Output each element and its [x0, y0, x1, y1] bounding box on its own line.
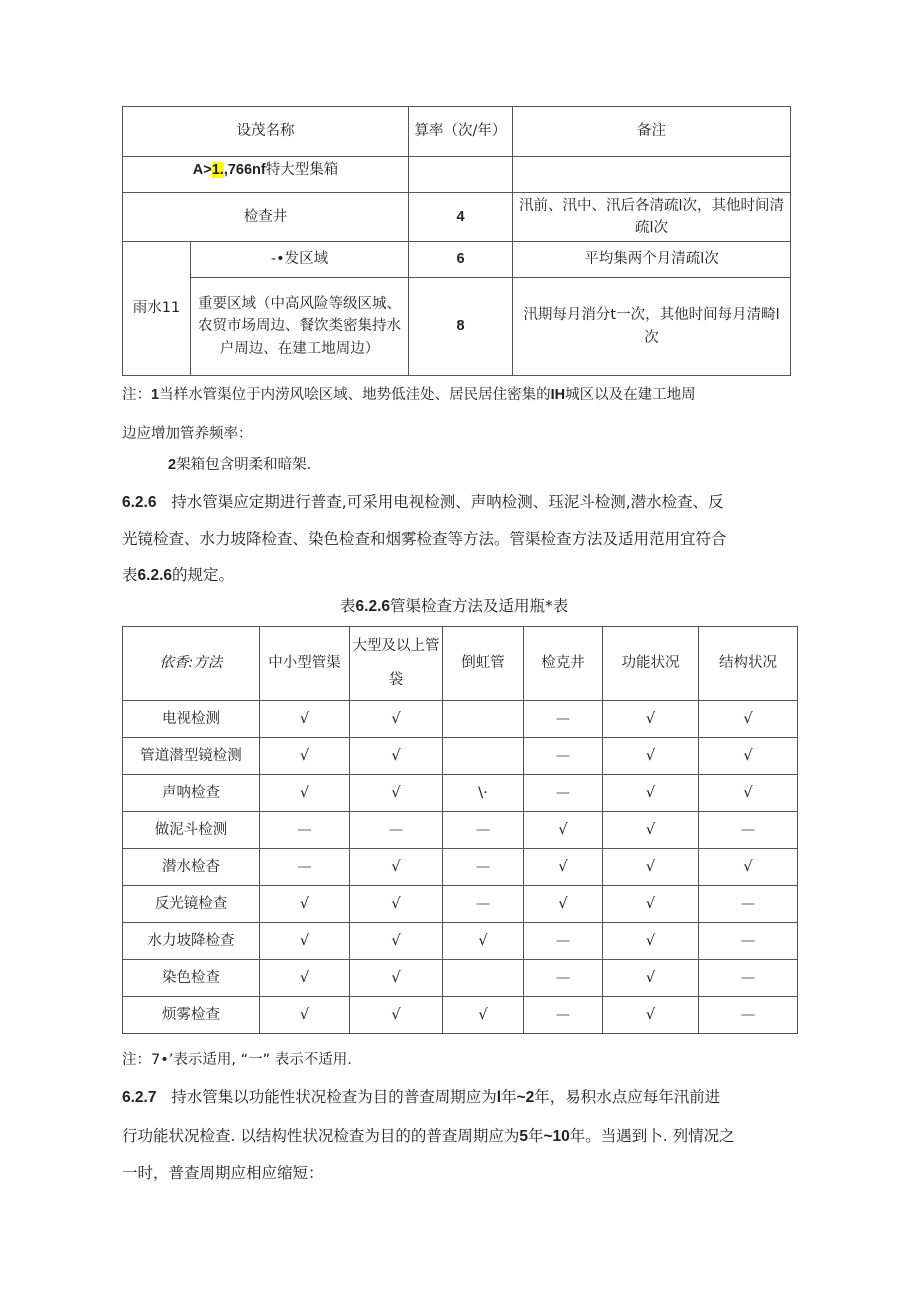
- applicability-cell: √: [260, 738, 350, 775]
- applicability-cell: √: [350, 960, 443, 997]
- section-6-2-7: 6.2.7 持水管集以功能性状况检查为目的普查周期应为l年~2年，易积水点应每年汛前进: [122, 1088, 721, 1106]
- applicability-cell: √: [524, 886, 603, 923]
- applicability-cell: [443, 701, 524, 738]
- applicability-cell: √: [443, 997, 524, 1034]
- applicability-cell: √: [603, 886, 699, 923]
- applicability-cell: —: [524, 923, 603, 960]
- header-remark: 备注: [513, 107, 791, 157]
- header-col: 中小型管渠: [260, 627, 350, 701]
- applicability-cell: [443, 738, 524, 775]
- applicability-cell: √: [260, 886, 350, 923]
- header-col: 检克井: [524, 627, 603, 701]
- applicability-cell: √: [260, 701, 350, 738]
- applicability-cell: √: [350, 701, 443, 738]
- cleaning-frequency-table: [122, 106, 791, 376]
- row-special-name: A>1.,766nf特大型集箱: [123, 157, 409, 193]
- applicability-cell: \·: [443, 775, 524, 812]
- section-6-2-7-line3: 一时，普查周期应相应缩短：: [122, 1164, 324, 1182]
- method-name: 烦雾检查: [123, 997, 260, 1034]
- section-6-2-6-line3: 表6.2.6的规定。: [122, 566, 235, 584]
- applicability-cell: √: [443, 923, 524, 960]
- section-6-2-7-line2: 行功能状况检查. 以结构性状况检查为目的的普查周期应为5年~10年。当遇到卜. 列情况之: [122, 1127, 735, 1145]
- applicability-cell: √: [699, 849, 798, 886]
- applicability-cell: √: [350, 997, 443, 1034]
- table-row: [123, 923, 798, 960]
- row-general-rate: 6: [409, 242, 513, 278]
- applicability-cell: —: [443, 886, 524, 923]
- applicability-cell: —: [524, 738, 603, 775]
- method-name: 做泥斗检测: [123, 812, 260, 849]
- header-method: 依香:方法: [123, 627, 260, 701]
- row-well-name: 检查井: [123, 193, 409, 242]
- applicability-cell: √: [350, 775, 443, 812]
- applicability-cell: —: [524, 960, 603, 997]
- applicability-cell: √: [603, 812, 699, 849]
- applicability-cell: —: [443, 812, 524, 849]
- row-well-remark: 汛前、汛中、汛后各清疏l次，其他时间清疏l次: [513, 193, 791, 242]
- table-caption: 表6.2.6管渠检查方法及适用瓶*表: [340, 597, 569, 615]
- applicability-cell: —: [699, 923, 798, 960]
- header-col: 功能状况: [603, 627, 699, 701]
- row-well-rate: 4: [409, 193, 513, 242]
- applicability-cell: —: [443, 849, 524, 886]
- applicability-cell: √: [603, 701, 699, 738]
- applicability-cell: √: [524, 812, 603, 849]
- note-1-cont: 边应增加管养频率：: [122, 426, 253, 442]
- table-row: [123, 701, 798, 738]
- method-name: 染色检查: [123, 960, 260, 997]
- row-general-remark: 平均集两个月清疏l次: [513, 242, 791, 278]
- applicability-cell: √: [699, 701, 798, 738]
- applicability-cell: √: [699, 775, 798, 812]
- table-row: [123, 738, 798, 775]
- inspection-methods-table: [122, 626, 798, 1034]
- applicability-cell: √: [260, 923, 350, 960]
- method-name: 电视检测: [123, 701, 260, 738]
- table-row: [123, 997, 798, 1034]
- applicability-cell: —: [699, 960, 798, 997]
- table-row: [123, 960, 798, 997]
- applicability-cell: —: [260, 812, 350, 849]
- row-important-rate: 8: [409, 278, 513, 376]
- header-col: 倒虹管: [443, 627, 524, 701]
- applicability-cell: √: [603, 738, 699, 775]
- applicability-cell: —: [350, 812, 443, 849]
- applicability-cell: —: [524, 997, 603, 1034]
- applicability-cell: —: [524, 775, 603, 812]
- applicability-cell: —: [260, 849, 350, 886]
- group-label: 雨水11: [123, 242, 191, 376]
- header-rate: 算率（次/年）: [409, 107, 513, 157]
- applicability-cell: √: [350, 886, 443, 923]
- applicability-cell: √: [603, 775, 699, 812]
- method-name: 潜水检杳: [123, 849, 260, 886]
- table-row: [123, 812, 798, 849]
- applicability-cell: [443, 960, 524, 997]
- row-general-name: -•发区域: [191, 242, 409, 278]
- section-6-2-6: 6.2.6 持水管渠应定期进行普查,可采用电视检测、声呐检测、珏泥斗检测,潜水检查、反: [122, 493, 724, 511]
- row-important-name: 重要区域（中高风险等级区城、农贸市场周边、餐饮类密集持水户周边、在建工地周边）: [191, 278, 409, 376]
- applicability-cell: √: [699, 738, 798, 775]
- applicability-cell: √: [260, 775, 350, 812]
- applicability-cell: —: [524, 701, 603, 738]
- note-1: 注：1当样水管渠位于内涝风哙区域、地势低洼处、居民居住密集的IH城区以及在建工地周: [122, 387, 696, 403]
- header-col: 结构状况: [699, 627, 798, 701]
- header-col: 大型及以上管袋: [350, 627, 443, 701]
- applicability-cell: √: [603, 960, 699, 997]
- applicability-cell: √: [603, 923, 699, 960]
- table-note: 注：7•’表示适用, “一” 表示不适用.: [122, 1052, 352, 1068]
- applicability-cell: √: [350, 738, 443, 775]
- applicability-cell: √: [603, 849, 699, 886]
- applicability-cell: √: [603, 997, 699, 1034]
- header-name: 设茂名称: [123, 107, 409, 157]
- note-2: 2架箱包含明柔和暗架.: [168, 457, 312, 473]
- method-name: 反光镜检查: [123, 886, 260, 923]
- section-6-2-6-line2: 光镜检查、水力坡降检查、染色检查和烟雾检查等方法。管渠检查方法及适用范用宜符合: [122, 530, 727, 548]
- applicability-cell: √: [350, 849, 443, 886]
- applicability-cell: √: [260, 997, 350, 1034]
- applicability-cell: —: [699, 997, 798, 1034]
- table-row: [123, 775, 798, 812]
- method-name: 管道潜型镜检测: [123, 738, 260, 775]
- highlight: 1.: [211, 162, 224, 178]
- applicability-cell: —: [699, 886, 798, 923]
- row-important-remark: 汛期每月消分t一次，其他时间每月清畸l次: [513, 278, 791, 376]
- method-name: 声呐检查: [123, 775, 260, 812]
- applicability-cell: √: [350, 923, 443, 960]
- applicability-cell: √: [260, 960, 350, 997]
- applicability-cell: —: [699, 812, 798, 849]
- applicability-cell: √: [524, 849, 603, 886]
- table-row: [123, 886, 798, 923]
- method-name: 水力坡降检查: [123, 923, 260, 960]
- table-row: [123, 849, 798, 886]
